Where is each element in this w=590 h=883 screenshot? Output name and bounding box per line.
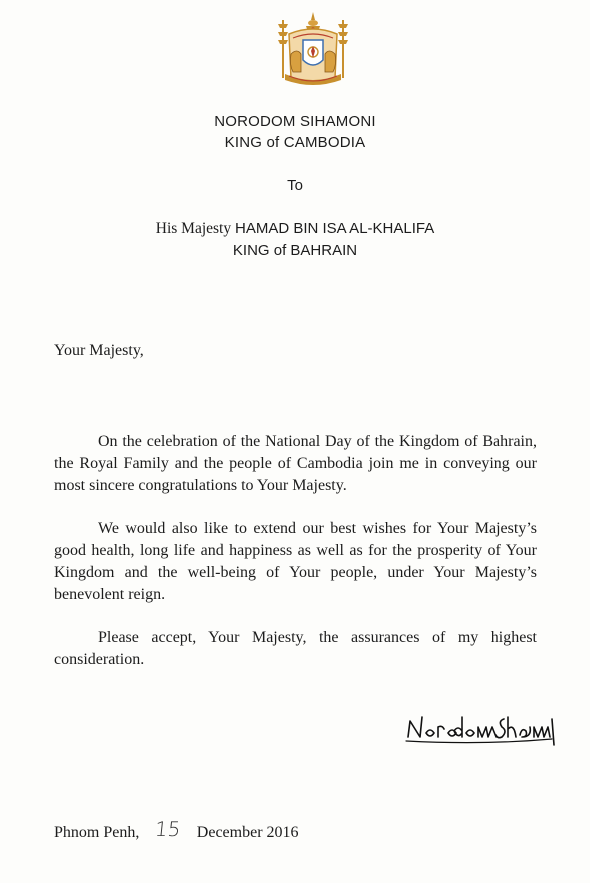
royal-coat-of-arms-icon <box>275 10 351 88</box>
sender-block <box>0 111 590 153</box>
sender-name: NORODOM SIHAMONI <box>214 113 376 130</box>
paragraph-1 <box>54 431 537 497</box>
recipient-honorific: His Majesty <box>155 220 232 237</box>
salutation: Your Majesty, <box>54 342 144 359</box>
paragraph-3 <box>54 627 537 671</box>
dateline-place: Phnom Penh, <box>54 824 140 841</box>
handwritten-signature <box>404 709 560 749</box>
paragraph-text: Please accept, Your Majesty, the assurances of my highest consideration. <box>54 629 537 668</box>
recipient-title: KING of BAHRAIN <box>232 242 358 259</box>
paragraph-text: On the celebration of the National Day of the Kingdom of Bahrain, the Royal Family and the people of Cambodia join me in conveying our most sincere congratulations to Your Majesty. <box>54 433 537 494</box>
recipient-name: HAMAD BIN ISA AL-KHALIFA <box>234 220 435 237</box>
recipient-block <box>0 218 590 262</box>
dateline-day: 15 <box>154 817 183 841</box>
paragraph-text: We would also like to extend our best wishes for Your Majesty’s good health, long life and happiness as well as for the prosperity of Your Kingdom and the well-being of Your people, under Your Majesty’s benevolent reign. <box>54 520 537 603</box>
recipient-line <box>0 218 590 240</box>
to-label: To <box>287 177 303 194</box>
paragraph-2 <box>54 518 537 606</box>
dateline-month-year: December 2016 <box>196 824 299 841</box>
dateline <box>54 818 299 842</box>
sender-title: KING of CAMBODIA <box>224 134 366 151</box>
